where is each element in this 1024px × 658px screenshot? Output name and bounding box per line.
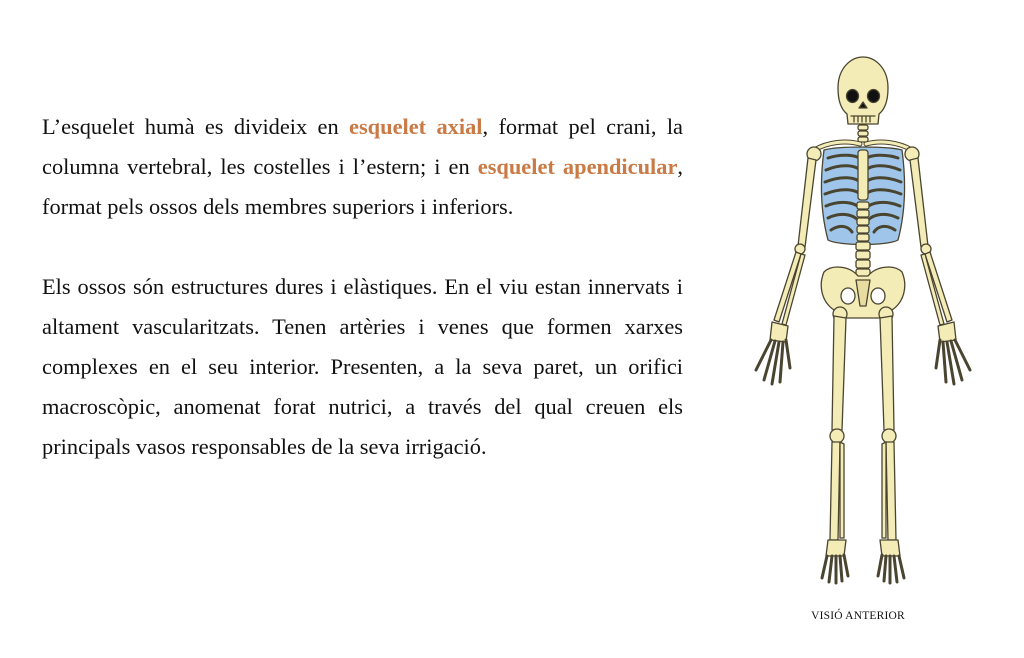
cervical-spine <box>858 125 868 142</box>
text-column <box>42 107 683 467</box>
term-axial-skeleton: esquelet axial <box>349 114 483 139</box>
right-arm <box>905 147 970 384</box>
skeleton-illustration <box>728 50 998 590</box>
vertebral-column <box>856 202 870 277</box>
left-leg <box>822 307 848 583</box>
sternum <box>858 150 868 200</box>
paragraph-skeleton-division <box>42 107 683 227</box>
skull <box>838 57 888 124</box>
left-arm <box>756 147 821 384</box>
term-appendicular-skeleton: esquelet apendicular <box>477 154 678 179</box>
right-foot <box>880 540 900 556</box>
skeleton-figure <box>728 50 998 590</box>
paragraph1-part1: L’esquelet humà es divideix en <box>42 114 350 139</box>
right-leg <box>878 307 904 583</box>
paragraph1-part2: , format pel crani, la columna vertebral, les costelles i l’estern; i en <box>42 114 683 179</box>
paragraph1-part3: , format pels ossos dels membres superiors i inferiors. <box>42 154 683 219</box>
left-foot <box>826 540 846 556</box>
paragraph-bone-properties: Els ossos són estructures dures i elàstiques. En el viu estan innervats i altament vascularitzats. Tenen artèries i venes que formen xarxes complexes en el seu interior. Presenten, a la seva paret, un orifici macroscòpic, anomenat forat nutrici, a través del qual creuen els principals vasos responsables de la seva irrigació. <box>42 274 683 459</box>
figure-caption: VISIÓ ANTERIOR <box>811 610 905 622</box>
